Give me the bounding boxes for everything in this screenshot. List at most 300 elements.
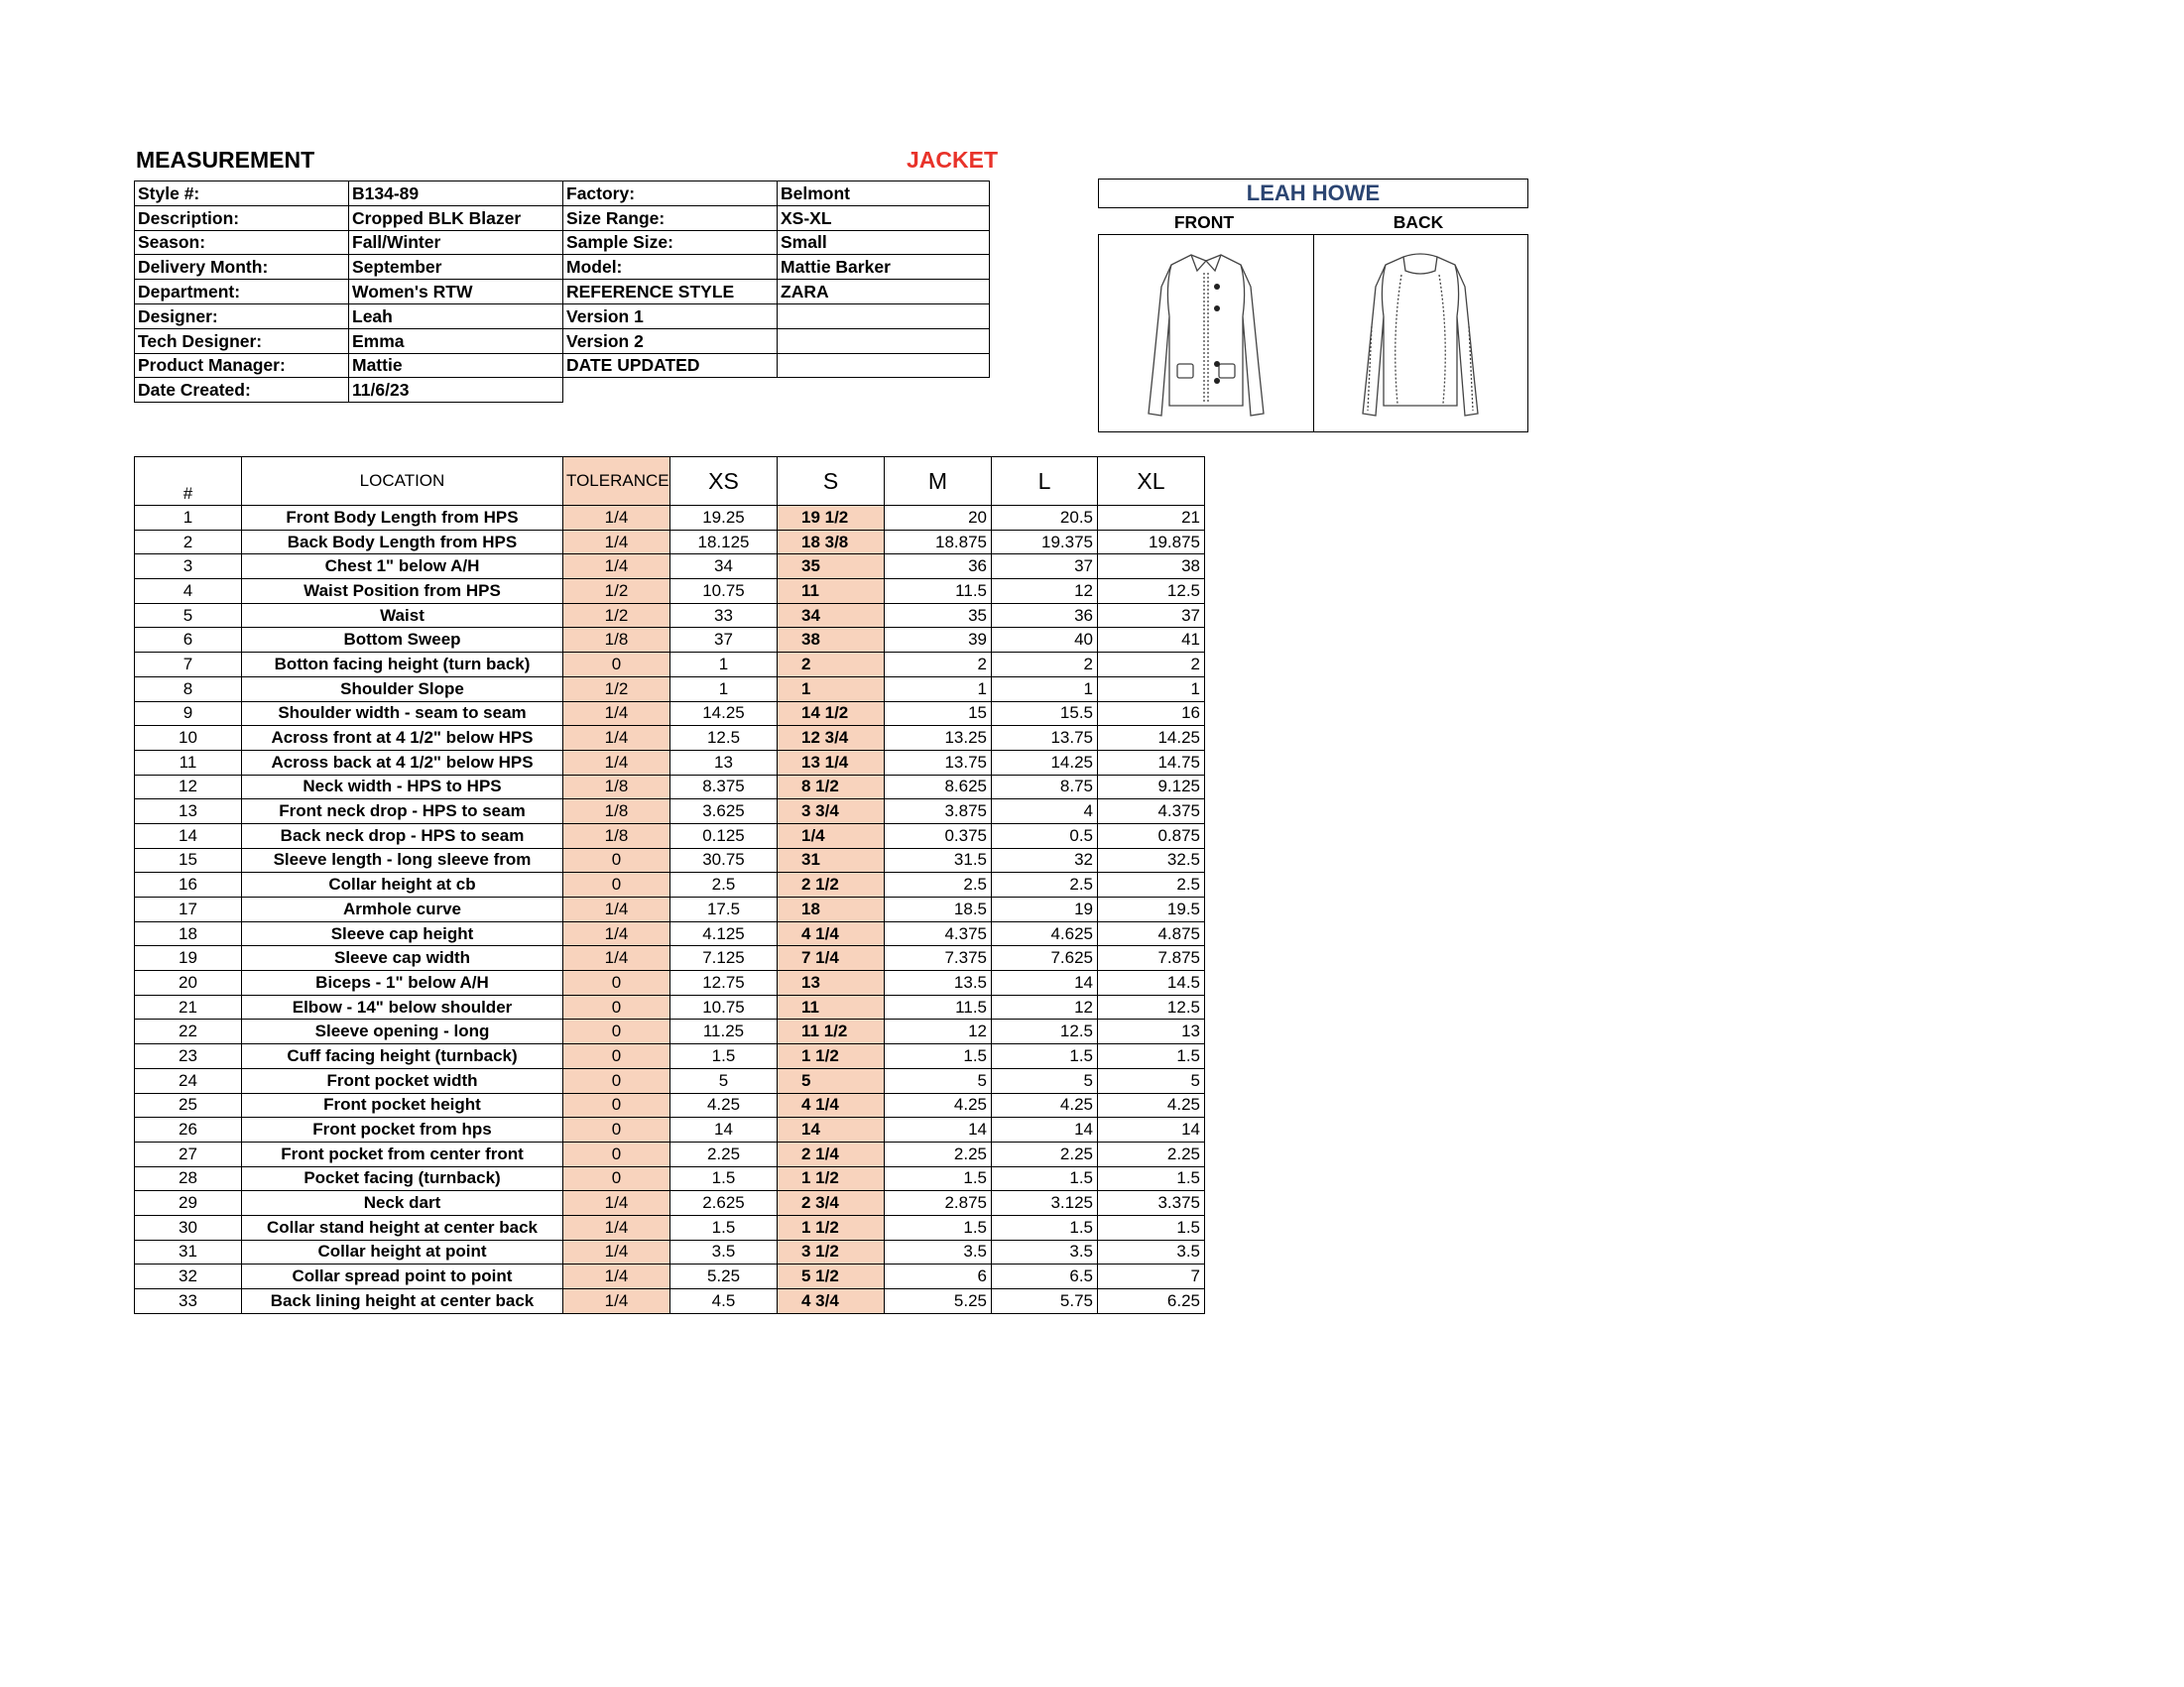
row-number: 29 xyxy=(135,1191,242,1216)
size-header-s: S xyxy=(778,457,885,506)
size-xs-cell: 18.125 xyxy=(670,530,778,554)
info-row xyxy=(135,205,990,230)
size-s-cell: 14 1/2 xyxy=(778,701,885,726)
tolerance-cell: 1/4 xyxy=(563,1265,670,1289)
tolerance-cell: 0 xyxy=(563,1044,670,1069)
size-s-cell: 1 xyxy=(778,676,885,701)
info-row xyxy=(135,280,990,304)
info-value: Leah xyxy=(349,303,563,328)
info-value xyxy=(778,303,990,328)
info-row xyxy=(135,353,990,378)
size-xl-cell: 14.5 xyxy=(1098,971,1205,996)
size-l-cell: 14 xyxy=(992,971,1098,996)
number-column-header: # xyxy=(135,457,242,506)
size-m-cell: 12 xyxy=(885,1020,992,1044)
size-s-cell: 13 xyxy=(778,971,885,996)
size-l-cell: 2.25 xyxy=(992,1142,1098,1166)
size-l-cell: 2.5 xyxy=(992,873,1098,898)
info-label: Product Manager: xyxy=(135,353,349,378)
size-s-cell: 4 3/4 xyxy=(778,1289,885,1314)
size-xl-cell: 1 xyxy=(1098,676,1205,701)
size-m-cell: 35 xyxy=(885,603,992,628)
tolerance-cell: 1/4 xyxy=(563,1240,670,1265)
table-row xyxy=(135,506,1205,531)
row-number: 25 xyxy=(135,1093,242,1118)
size-xs-cell: 4.5 xyxy=(670,1289,778,1314)
size-s-cell: 1 1/2 xyxy=(778,1215,885,1240)
row-number: 1 xyxy=(135,506,242,531)
size-s-cell: 11 xyxy=(778,579,885,604)
tolerance-cell: 1/4 xyxy=(563,701,670,726)
location-cell: Front Body Length from HPS xyxy=(242,506,563,531)
size-l-cell: 5.75 xyxy=(992,1289,1098,1314)
size-xl-cell: 16 xyxy=(1098,701,1205,726)
size-m-cell: 18.5 xyxy=(885,898,992,922)
table-row xyxy=(135,848,1205,873)
size-m-cell: 2.5 xyxy=(885,873,992,898)
size-l-cell: 4.25 xyxy=(992,1093,1098,1118)
size-s-cell: 18 3/8 xyxy=(778,530,885,554)
size-xs-cell: 1.5 xyxy=(670,1215,778,1240)
tolerance-cell: 1/4 xyxy=(563,898,670,922)
size-xl-cell: 2.25 xyxy=(1098,1142,1205,1166)
size-xs-cell: 5.25 xyxy=(670,1265,778,1289)
size-xl-cell: 3.375 xyxy=(1098,1191,1205,1216)
table-row xyxy=(135,1215,1205,1240)
info-row xyxy=(135,255,990,280)
size-s-cell: 2 3/4 xyxy=(778,1191,885,1216)
size-s-cell: 19 1/2 xyxy=(778,506,885,531)
size-xl-cell: 38 xyxy=(1098,554,1205,579)
tolerance-cell: 1/4 xyxy=(563,1215,670,1240)
size-xl-cell: 21 xyxy=(1098,506,1205,531)
size-m-cell: 39 xyxy=(885,628,992,653)
size-l-cell: 13.75 xyxy=(992,726,1098,751)
size-s-cell: 3 3/4 xyxy=(778,799,885,824)
location-cell: Neck width - HPS to HPS xyxy=(242,775,563,799)
location-cell: Pocket facing (turnback) xyxy=(242,1166,563,1191)
tolerance-cell: 1/4 xyxy=(563,946,670,971)
size-l-cell: 20.5 xyxy=(992,506,1098,531)
info-value: Mattie Barker xyxy=(778,255,990,280)
size-l-cell: 0.5 xyxy=(992,823,1098,848)
info-row xyxy=(135,303,990,328)
location-cell: Cuff facing height (turnback) xyxy=(242,1044,563,1069)
row-number: 33 xyxy=(135,1289,242,1314)
size-xl-cell: 3.5 xyxy=(1098,1240,1205,1265)
row-number: 15 xyxy=(135,848,242,873)
row-number: 12 xyxy=(135,775,242,799)
info-label: Model: xyxy=(563,255,778,280)
table-row xyxy=(135,898,1205,922)
info-value: September xyxy=(349,255,563,280)
table-row xyxy=(135,971,1205,996)
size-xl-cell: 2.5 xyxy=(1098,873,1205,898)
tolerance-cell: 0 xyxy=(563,995,670,1020)
table-row xyxy=(135,603,1205,628)
info-label: Tech Designer: xyxy=(135,328,349,353)
tolerance-column-header: TOLERANCE xyxy=(563,457,670,506)
tolerance-cell: 0 xyxy=(563,1093,670,1118)
row-number: 4 xyxy=(135,579,242,604)
table-row xyxy=(135,554,1205,579)
size-s-cell: 12 3/4 xyxy=(778,726,885,751)
row-number: 26 xyxy=(135,1118,242,1143)
tolerance-cell: 1/2 xyxy=(563,676,670,701)
tolerance-cell: 1/4 xyxy=(563,750,670,775)
size-s-cell: 5 1/2 xyxy=(778,1265,885,1289)
row-number: 23 xyxy=(135,1044,242,1069)
size-xl-cell: 37 xyxy=(1098,603,1205,628)
brand-name: LEAH HOWE xyxy=(1098,179,1528,208)
table-row xyxy=(135,921,1205,946)
size-l-cell: 19.375 xyxy=(992,530,1098,554)
info-value: Belmont xyxy=(778,181,990,206)
info-value: ZARA xyxy=(778,280,990,304)
size-m-cell: 13.25 xyxy=(885,726,992,751)
size-m-cell: 13.5 xyxy=(885,971,992,996)
size-xl-cell: 19.875 xyxy=(1098,530,1205,554)
info-label: Size Range: xyxy=(563,205,778,230)
location-cell: Sleeve cap width xyxy=(242,946,563,971)
size-s-cell: 31 xyxy=(778,848,885,873)
location-cell: Shoulder Slope xyxy=(242,676,563,701)
info-row xyxy=(135,230,990,255)
row-number: 7 xyxy=(135,653,242,677)
size-l-cell: 7.625 xyxy=(992,946,1098,971)
row-number: 22 xyxy=(135,1020,242,1044)
info-value: Small xyxy=(778,230,990,255)
jacket-back-sketch xyxy=(1314,235,1528,431)
table-row xyxy=(135,653,1205,677)
size-m-cell: 5 xyxy=(885,1068,992,1093)
size-l-cell: 14 xyxy=(992,1118,1098,1143)
size-xs-cell: 7.125 xyxy=(670,946,778,971)
location-cell: Collar height at cb xyxy=(242,873,563,898)
size-s-cell: 11 1/2 xyxy=(778,1020,885,1044)
size-xl-cell: 14 xyxy=(1098,1118,1205,1143)
table-row xyxy=(135,873,1205,898)
size-m-cell: 2.875 xyxy=(885,1191,992,1216)
tolerance-cell: 0 xyxy=(563,971,670,996)
info-label: Version 1 xyxy=(563,303,778,328)
row-number: 2 xyxy=(135,530,242,554)
size-s-cell: 38 xyxy=(778,628,885,653)
size-l-cell: 40 xyxy=(992,628,1098,653)
size-m-cell: 15 xyxy=(885,701,992,726)
size-xs-cell: 14.25 xyxy=(670,701,778,726)
table-row xyxy=(135,1118,1205,1143)
size-xs-cell: 13 xyxy=(670,750,778,775)
info-label: Season: xyxy=(135,230,349,255)
row-number: 10 xyxy=(135,726,242,751)
size-l-cell: 4 xyxy=(992,799,1098,824)
size-xl-cell: 12.5 xyxy=(1098,579,1205,604)
location-cell: Across back at 4 1/2" below HPS xyxy=(242,750,563,775)
tolerance-cell: 0 xyxy=(563,873,670,898)
jacket-front-sketch xyxy=(1099,235,1314,431)
tolerance-cell: 1/8 xyxy=(563,628,670,653)
location-cell: Collar stand height at center back xyxy=(242,1215,563,1240)
size-m-cell: 11.5 xyxy=(885,579,992,604)
size-s-cell: 4 1/4 xyxy=(778,1093,885,1118)
size-xs-cell: 2.25 xyxy=(670,1142,778,1166)
row-number: 27 xyxy=(135,1142,242,1166)
table-row xyxy=(135,579,1205,604)
table-row xyxy=(135,726,1205,751)
size-xs-cell: 3.5 xyxy=(670,1240,778,1265)
info-row xyxy=(135,378,990,403)
location-cell: Back neck drop - HPS to seam xyxy=(242,823,563,848)
info-value: 11/6/23 xyxy=(349,378,563,403)
size-m-cell: 0.375 xyxy=(885,823,992,848)
info-row xyxy=(135,328,990,353)
size-l-cell: 4.625 xyxy=(992,921,1098,946)
size-xl-cell: 9.125 xyxy=(1098,775,1205,799)
location-cell: Front pocket from center front xyxy=(242,1142,563,1166)
size-s-cell: 1 1/2 xyxy=(778,1044,885,1069)
size-l-cell: 5 xyxy=(992,1068,1098,1093)
location-cell: Shoulder width - seam to seam xyxy=(242,701,563,726)
size-l-cell: 19 xyxy=(992,898,1098,922)
size-xs-cell: 1.5 xyxy=(670,1166,778,1191)
size-header-m: M xyxy=(885,457,992,506)
size-m-cell: 13.75 xyxy=(885,750,992,775)
tolerance-cell: 1/2 xyxy=(563,603,670,628)
info-label: Delivery Month: xyxy=(135,255,349,280)
tolerance-cell: 0 xyxy=(563,1118,670,1143)
info-value xyxy=(778,353,990,378)
size-xs-cell: 4.25 xyxy=(670,1093,778,1118)
info-value: XS-XL xyxy=(778,205,990,230)
size-m-cell: 1 xyxy=(885,676,992,701)
size-m-cell: 5.25 xyxy=(885,1289,992,1314)
size-xl-cell: 4.25 xyxy=(1098,1093,1205,1118)
location-cell: Front neck drop - HPS to seam xyxy=(242,799,563,824)
size-l-cell: 12.5 xyxy=(992,1020,1098,1044)
size-m-cell: 1.5 xyxy=(885,1166,992,1191)
info-value: Emma xyxy=(349,328,563,353)
size-xl-cell: 14.75 xyxy=(1098,750,1205,775)
size-s-cell: 18 xyxy=(778,898,885,922)
measurement-header-row xyxy=(135,457,1205,506)
info-label: Designer: xyxy=(135,303,349,328)
table-row xyxy=(135,1191,1205,1216)
row-number: 13 xyxy=(135,799,242,824)
size-l-cell: 3.5 xyxy=(992,1240,1098,1265)
size-xl-cell: 5 xyxy=(1098,1068,1205,1093)
size-s-cell: 7 1/4 xyxy=(778,946,885,971)
size-l-cell: 1.5 xyxy=(992,1044,1098,1069)
table-row xyxy=(135,775,1205,799)
size-xs-cell: 11.25 xyxy=(670,1020,778,1044)
table-row xyxy=(135,628,1205,653)
size-xs-cell: 10.75 xyxy=(670,995,778,1020)
tolerance-cell: 0 xyxy=(563,848,670,873)
size-s-cell: 13 1/4 xyxy=(778,750,885,775)
size-xl-cell: 1.5 xyxy=(1098,1215,1205,1240)
size-xs-cell: 3.625 xyxy=(670,799,778,824)
info-label: DATE UPDATED xyxy=(563,353,778,378)
size-m-cell: 3.875 xyxy=(885,799,992,824)
size-m-cell: 4.25 xyxy=(885,1093,992,1118)
size-l-cell: 36 xyxy=(992,603,1098,628)
size-s-cell: 35 xyxy=(778,554,885,579)
size-l-cell: 1 xyxy=(992,676,1098,701)
size-s-cell: 2 xyxy=(778,653,885,677)
info-label: Version 2 xyxy=(563,328,778,353)
row-number: 24 xyxy=(135,1068,242,1093)
size-l-cell: 12 xyxy=(992,579,1098,604)
size-xs-cell: 37 xyxy=(670,628,778,653)
row-number: 17 xyxy=(135,898,242,922)
tolerance-cell: 0 xyxy=(563,1020,670,1044)
size-xs-cell: 5 xyxy=(670,1068,778,1093)
tolerance-cell: 1/4 xyxy=(563,726,670,751)
size-m-cell: 4.375 xyxy=(885,921,992,946)
table-row xyxy=(135,946,1205,971)
size-xs-cell: 0.125 xyxy=(670,823,778,848)
location-cell: Botton facing height (turn back) xyxy=(242,653,563,677)
location-cell: Elbow - 14" below shoulder xyxy=(242,995,563,1020)
size-xs-cell: 1 xyxy=(670,676,778,701)
size-xl-cell: 0.875 xyxy=(1098,823,1205,848)
size-xs-cell: 17.5 xyxy=(670,898,778,922)
tolerance-cell: 1/8 xyxy=(563,799,670,824)
info-value: Fall/Winter xyxy=(349,230,563,255)
size-xl-cell: 1.5 xyxy=(1098,1044,1205,1069)
size-m-cell: 36 xyxy=(885,554,992,579)
info-value: B134-89 xyxy=(349,181,563,206)
info-label: Date Created: xyxy=(135,378,349,403)
garment-type-label: JACKET xyxy=(907,147,999,173)
back-view-label: BACK xyxy=(1393,212,1444,232)
location-cell: Front pocket from hps xyxy=(242,1118,563,1143)
size-s-cell: 1/4 xyxy=(778,823,885,848)
size-xs-cell: 10.75 xyxy=(670,579,778,604)
size-s-cell: 3 1/2 xyxy=(778,1240,885,1265)
info-row xyxy=(135,181,990,206)
size-xl-cell: 19.5 xyxy=(1098,898,1205,922)
size-s-cell: 8 1/2 xyxy=(778,775,885,799)
size-m-cell: 2 xyxy=(885,653,992,677)
size-xs-cell: 4.125 xyxy=(670,921,778,946)
size-xl-cell: 7 xyxy=(1098,1265,1205,1289)
table-row xyxy=(135,1289,1205,1314)
row-number: 16 xyxy=(135,873,242,898)
location-column-header: LOCATION xyxy=(242,457,563,506)
garment-sketch-panel xyxy=(1098,234,1528,432)
size-xl-cell: 6.25 xyxy=(1098,1289,1205,1314)
size-xs-cell: 30.75 xyxy=(670,848,778,873)
row-number: 9 xyxy=(135,701,242,726)
size-l-cell: 3.125 xyxy=(992,1191,1098,1216)
size-m-cell: 2.25 xyxy=(885,1142,992,1166)
size-l-cell: 1.5 xyxy=(992,1215,1098,1240)
size-xl-cell: 14.25 xyxy=(1098,726,1205,751)
location-cell: Waist xyxy=(242,603,563,628)
table-row xyxy=(135,750,1205,775)
size-m-cell: 11.5 xyxy=(885,995,992,1020)
row-number: 19 xyxy=(135,946,242,971)
size-s-cell: 11 xyxy=(778,995,885,1020)
tolerance-cell: 0 xyxy=(563,653,670,677)
size-s-cell: 34 xyxy=(778,603,885,628)
tolerance-cell: 0 xyxy=(563,1142,670,1166)
info-value: Women's RTW xyxy=(349,280,563,304)
row-number: 32 xyxy=(135,1265,242,1289)
size-m-cell: 1.5 xyxy=(885,1044,992,1069)
size-m-cell: 14 xyxy=(885,1118,992,1143)
table-row xyxy=(135,1166,1205,1191)
size-xl-cell: 4.375 xyxy=(1098,799,1205,824)
location-cell: Sleeve opening - long xyxy=(242,1020,563,1044)
info-value xyxy=(778,328,990,353)
info-value xyxy=(778,378,990,403)
size-s-cell: 2 1/2 xyxy=(778,873,885,898)
table-row xyxy=(135,1068,1205,1093)
size-xl-cell: 1.5 xyxy=(1098,1166,1205,1191)
row-number: 14 xyxy=(135,823,242,848)
size-s-cell: 14 xyxy=(778,1118,885,1143)
info-label: REFERENCE STYLE xyxy=(563,280,778,304)
location-cell: Neck dart xyxy=(242,1191,563,1216)
size-xl-cell: 4.875 xyxy=(1098,921,1205,946)
table-row xyxy=(135,1265,1205,1289)
location-cell: Biceps - 1" below A/H xyxy=(242,971,563,996)
size-xs-cell: 12.75 xyxy=(670,971,778,996)
size-xl-cell: 32.5 xyxy=(1098,848,1205,873)
location-cell: Waist Position from HPS xyxy=(242,579,563,604)
location-cell: Across front at 4 1/2" below HPS xyxy=(242,726,563,751)
tolerance-cell: 0 xyxy=(563,1166,670,1191)
location-cell: Front pocket width xyxy=(242,1068,563,1093)
style-info-table xyxy=(134,181,990,403)
size-xs-cell: 12.5 xyxy=(670,726,778,751)
front-view-label: FRONT xyxy=(1173,212,1235,232)
tolerance-cell: 1/2 xyxy=(563,579,670,604)
size-m-cell: 7.375 xyxy=(885,946,992,971)
size-header-l: L xyxy=(992,457,1098,506)
size-s-cell: 2 1/4 xyxy=(778,1142,885,1166)
row-number: 8 xyxy=(135,676,242,701)
page-title: MEASUREMENT xyxy=(136,147,315,173)
size-l-cell: 8.75 xyxy=(992,775,1098,799)
table-row xyxy=(135,701,1205,726)
size-l-cell: 37 xyxy=(992,554,1098,579)
size-m-cell: 8.625 xyxy=(885,775,992,799)
measurement-table xyxy=(134,456,1205,1314)
info-label: Factory: xyxy=(563,181,778,206)
size-l-cell: 32 xyxy=(992,848,1098,873)
location-cell: Collar spread point to point xyxy=(242,1265,563,1289)
size-xs-cell: 19.25 xyxy=(670,506,778,531)
info-label: Department: xyxy=(135,280,349,304)
size-xl-cell: 7.875 xyxy=(1098,946,1205,971)
row-number: 20 xyxy=(135,971,242,996)
size-l-cell: 1.5 xyxy=(992,1166,1098,1191)
tolerance-cell: 1/4 xyxy=(563,1289,670,1314)
size-xl-cell: 2 xyxy=(1098,653,1205,677)
tolerance-cell: 1/4 xyxy=(563,1191,670,1216)
size-xl-cell: 12.5 xyxy=(1098,995,1205,1020)
info-label xyxy=(563,378,778,403)
location-cell: Chest 1" below A/H xyxy=(242,554,563,579)
table-row xyxy=(135,676,1205,701)
row-number: 6 xyxy=(135,628,242,653)
location-cell: Armhole curve xyxy=(242,898,563,922)
row-number: 3 xyxy=(135,554,242,579)
